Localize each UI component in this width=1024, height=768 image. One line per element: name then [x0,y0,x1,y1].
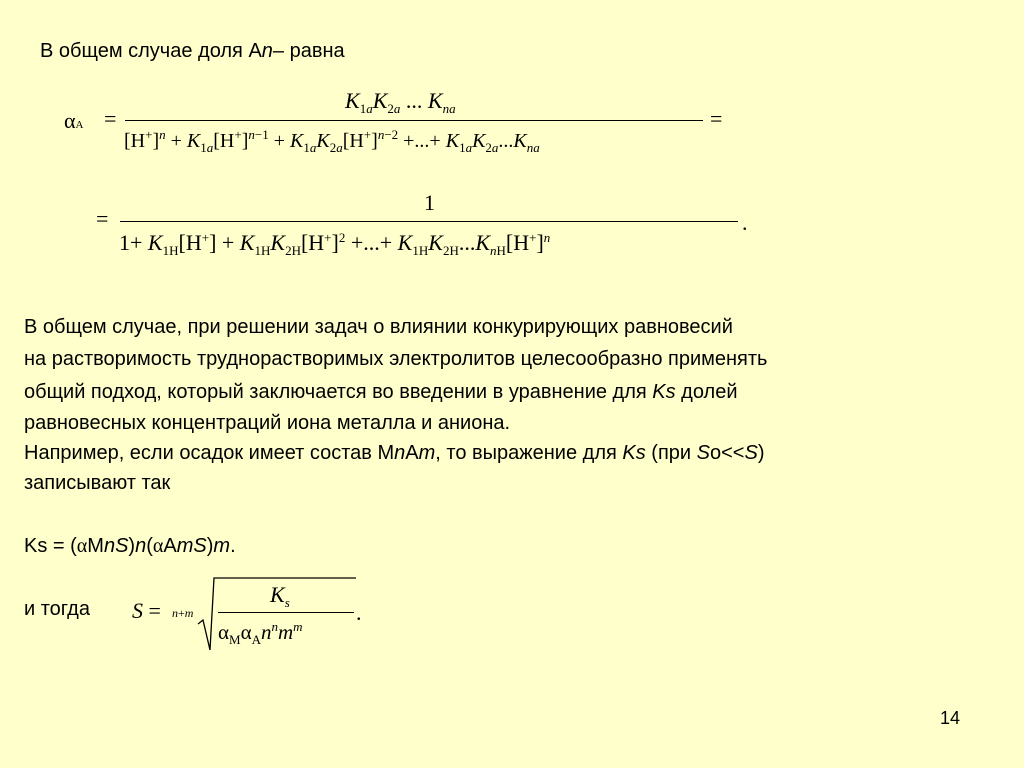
paragraph-line-5: Например, если осадок имеет состав МnАm, то выражение для Ks (при So<<S) [24,442,765,464]
paragraph-line-6: записывают так [24,472,171,494]
and-then-label: и тогда [24,598,90,620]
heading-text-end: – равна [272,40,345,62]
paragraph-line-3: общий подход, который заключается во введении в уравнение для Ks долей [24,381,738,403]
heading [40,40,345,63]
formula-1-numerator: $K_{1a}K_{2a}$ ... $K_{na}$ [345,88,456,116]
equals-sign-trailing: = [710,106,723,131]
ks-formula: Ks = (αMnS)n(αAmS)m. [24,535,236,557]
paragraph-line-2: на растворимость труднорастворимых электролитов целесообразно применять [24,348,768,370]
formula-2-denominator: $1+ K_{1H}[H^+] + K_{1H}K_{2H}[H^+]^2$ +...+ $K_{1H}K_{2H}...K_{nH}[H^+]^n$ [119,230,551,258]
formula-3-lhs: S = [132,598,161,623]
alpha-a: αA [64,108,84,133]
heading-text: В общем случае доля А [40,40,262,62]
root-index: n+m [172,606,194,620]
heading-n: n [261,40,273,62]
fraction-bar [125,120,703,121]
page-number: 14 [940,708,961,728]
period-3: . [356,600,362,625]
fraction-bar-3 [218,612,354,613]
equals-sign-2: = [96,206,109,231]
fraction-bar-2 [120,221,738,222]
formula-3-numerator: $K_s$ [270,582,290,610]
formula-3-denominator: $\alpha_M\alpha_An^nm^m$ [218,619,303,647]
period-2: . [742,210,748,235]
formula-2-numerator: 1 [424,190,435,215]
paragraph-line-4: равновесных концентраций иона металла и аниона. [24,412,511,434]
equals-sign: = [104,106,117,131]
formula-1-denominator: $[H^+]^n + K_{1a}[H^+]^{n-1} + K_{1a}K_{2a}[H^+]^{n-2}$ +...+ $K_{1a}K_{2a}...K_{na}$ [124,127,540,155]
paragraph-line-1: В общем случае, при решении задач о влиянии конкурирующих равновесий [24,316,733,338]
